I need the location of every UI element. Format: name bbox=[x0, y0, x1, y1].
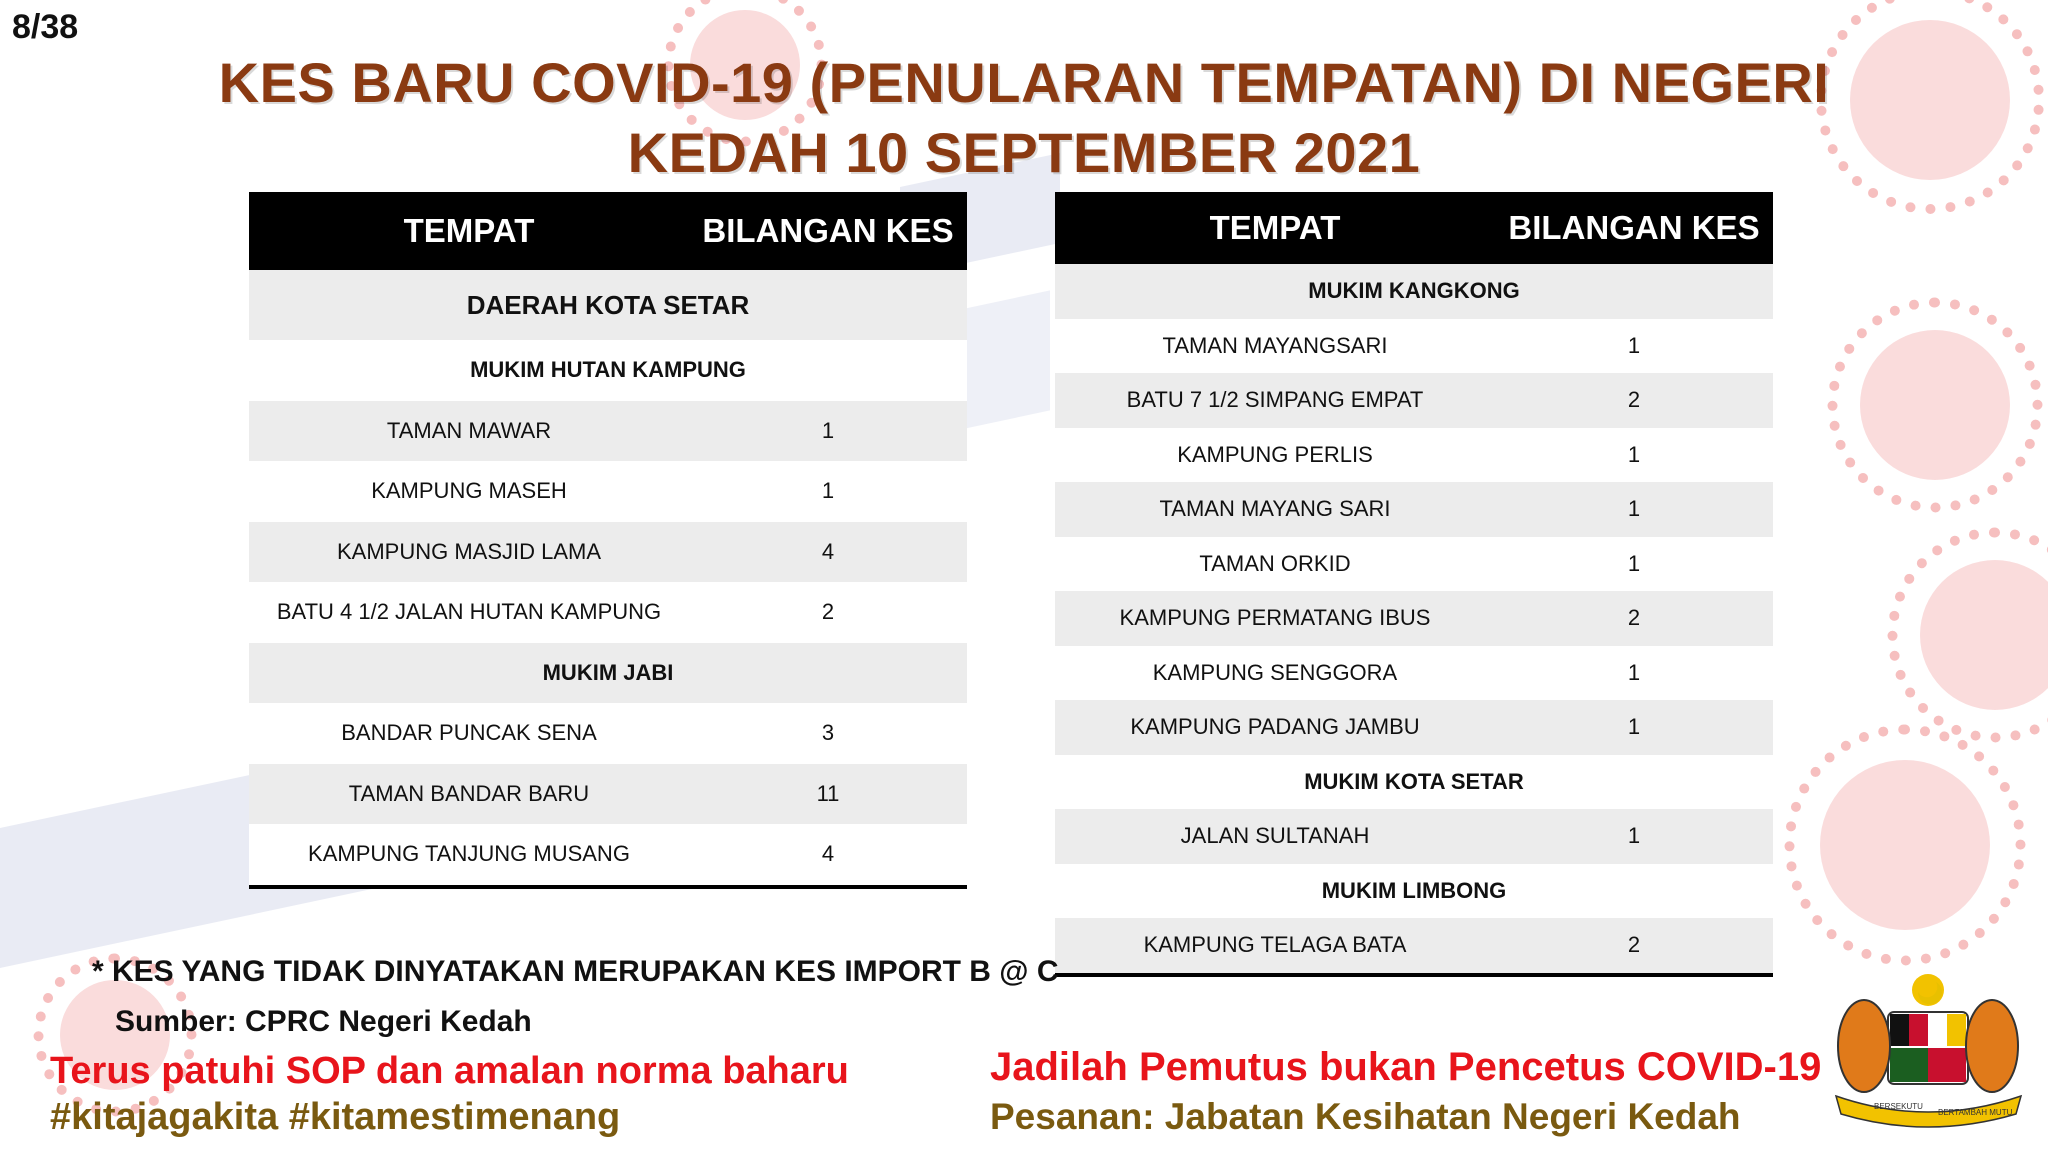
section-label: MUKIM HUTAN KAMPUNG bbox=[249, 340, 967, 401]
place-cell: TAMAN ORKID bbox=[1055, 537, 1495, 592]
table-row bbox=[249, 401, 967, 462]
case-count-cell: 4 bbox=[689, 522, 967, 583]
kedah-crest-emblem bbox=[1826, 968, 2031, 1130]
place-cell: KAMPUNG PERMATANG IBUS bbox=[1055, 591, 1495, 646]
place-cell: KAMPUNG SENGGORA bbox=[1055, 646, 1495, 701]
column-header-count: BILANGAN KES bbox=[1495, 192, 1773, 264]
flag-stripe-decoration bbox=[960, 290, 1050, 429]
table-row bbox=[1055, 428, 1773, 483]
crest-motto-left: BERSEKUTU bbox=[1874, 1102, 1923, 1111]
table-row bbox=[1055, 700, 1773, 755]
title-line-2: KEDAH 10 SEPTEMBER 2021 bbox=[627, 121, 1421, 184]
place-cell: BATU 7 1/2 SIMPANG EMPAT bbox=[1055, 373, 1495, 428]
place-cell: TAMAN MAYANG SARI bbox=[1055, 482, 1495, 537]
table-row bbox=[1055, 646, 1773, 701]
slogan: Jadilah Pemutus bukan Pencetus COVID-19 bbox=[990, 1045, 1822, 1089]
hashtags: #kitajagakita #kitamestimenang bbox=[50, 1096, 621, 1138]
place-cell: BANDAR PUNCAK SENA bbox=[249, 703, 689, 764]
case-count-cell: 3 bbox=[689, 703, 967, 764]
table-row bbox=[1055, 809, 1773, 864]
table-header-row bbox=[1055, 192, 1773, 264]
page-counter: 8/38 bbox=[12, 8, 79, 46]
case-count-cell: 1 bbox=[1495, 482, 1773, 537]
sop-reminder: Terus patuhi SOP dan amalan norma baharu bbox=[50, 1050, 849, 1092]
section-label: MUKIM LIMBONG bbox=[1055, 864, 1773, 919]
case-count-cell: 2 bbox=[1495, 918, 1773, 975]
table-row bbox=[1055, 591, 1773, 646]
place-cell: KAMPUNG PADANG JAMBU bbox=[1055, 700, 1495, 755]
left-cases-table bbox=[249, 192, 967, 889]
crest-tiger-left bbox=[1838, 1000, 1890, 1092]
case-count-cell: 1 bbox=[1495, 809, 1773, 864]
crest-tiger-right bbox=[1966, 1000, 2018, 1092]
case-count-cell: 4 bbox=[689, 824, 967, 887]
virus-decoration bbox=[1820, 760, 1990, 930]
place-cell: KAMPUNG MASEH bbox=[249, 461, 689, 522]
place-cell: KAMPUNG TELAGA BATA bbox=[1055, 918, 1495, 975]
case-count-cell: 1 bbox=[1495, 319, 1773, 374]
case-count-cell: 2 bbox=[1495, 373, 1773, 428]
virus-decoration bbox=[1920, 560, 2048, 710]
table-row bbox=[1055, 319, 1773, 374]
place-cell: TAMAN MAYANGSARI bbox=[1055, 319, 1495, 374]
left-table-body bbox=[249, 270, 967, 887]
column-header-count: BILANGAN KES bbox=[689, 192, 967, 270]
place-cell: JALAN SULTANAH bbox=[1055, 809, 1495, 864]
column-header-place: TEMPAT bbox=[1055, 192, 1495, 264]
case-count-cell: 2 bbox=[689, 582, 967, 643]
case-count-cell: 1 bbox=[1495, 428, 1773, 483]
virus-decoration bbox=[1860, 330, 2010, 480]
table-row bbox=[1055, 373, 1773, 428]
right-table-body bbox=[1055, 264, 1773, 975]
case-count-cell: 1 bbox=[1495, 537, 1773, 592]
message-credit: Pesanan: Jabatan Kesihatan Negeri Kedah bbox=[990, 1096, 1741, 1137]
case-count-cell: 11 bbox=[689, 764, 967, 825]
section-row bbox=[1055, 755, 1773, 810]
source-text: Sumber: CPRC Negeri Kedah bbox=[115, 1005, 532, 1038]
case-count-cell: 1 bbox=[1495, 646, 1773, 701]
section-row bbox=[249, 643, 967, 704]
table-row bbox=[1055, 918, 1773, 975]
crest-motto-right: BERTAMBAH MUTU bbox=[1938, 1108, 2013, 1117]
district-label: DAERAH KOTA SETAR bbox=[249, 270, 967, 340]
section-label: MUKIM JABI bbox=[249, 643, 967, 704]
section-row bbox=[249, 340, 967, 401]
column-header-place: TEMPAT bbox=[249, 192, 689, 270]
right-cases-table bbox=[1055, 192, 1773, 977]
table-row bbox=[249, 461, 967, 522]
page-title bbox=[0, 48, 2048, 188]
table-row bbox=[1055, 482, 1773, 537]
section-label: MUKIM KOTA SETAR bbox=[1055, 755, 1773, 810]
place-cell: KAMPUNG MASJID LAMA bbox=[249, 522, 689, 583]
section-label: MUKIM KANGKONG bbox=[1055, 264, 1773, 319]
table-row bbox=[249, 582, 967, 643]
title-line-1: KES BARU COVID-19 (PENULARAN TEMPATAN) DI NEGERI bbox=[218, 51, 1830, 114]
case-count-cell: 2 bbox=[1495, 591, 1773, 646]
place-cell: TAMAN MAWAR bbox=[249, 401, 689, 462]
place-cell: KAMPUNG PERLIS bbox=[1055, 428, 1495, 483]
district-row bbox=[249, 270, 967, 340]
table-row bbox=[249, 824, 967, 887]
place-cell: KAMPUNG TANJUNG MUSANG bbox=[249, 824, 689, 887]
import-cases-note: * KES YANG TIDAK DINYATAKAN MERUPAKAN KES IMPORT B @ C bbox=[92, 955, 1059, 988]
case-count-cell: 1 bbox=[689, 461, 967, 522]
section-row bbox=[1055, 864, 1773, 919]
case-count-cell: 1 bbox=[689, 401, 967, 462]
table-row bbox=[249, 764, 967, 825]
section-row bbox=[1055, 264, 1773, 319]
table-header-row bbox=[249, 192, 967, 270]
place-cell: BATU 4 1/2 JALAN HUTAN KAMPUNG bbox=[249, 582, 689, 643]
place-cell: TAMAN BANDAR BARU bbox=[249, 764, 689, 825]
table-row bbox=[249, 522, 967, 583]
table-row bbox=[1055, 537, 1773, 592]
table-row bbox=[249, 703, 967, 764]
case-count-cell: 1 bbox=[1495, 700, 1773, 755]
